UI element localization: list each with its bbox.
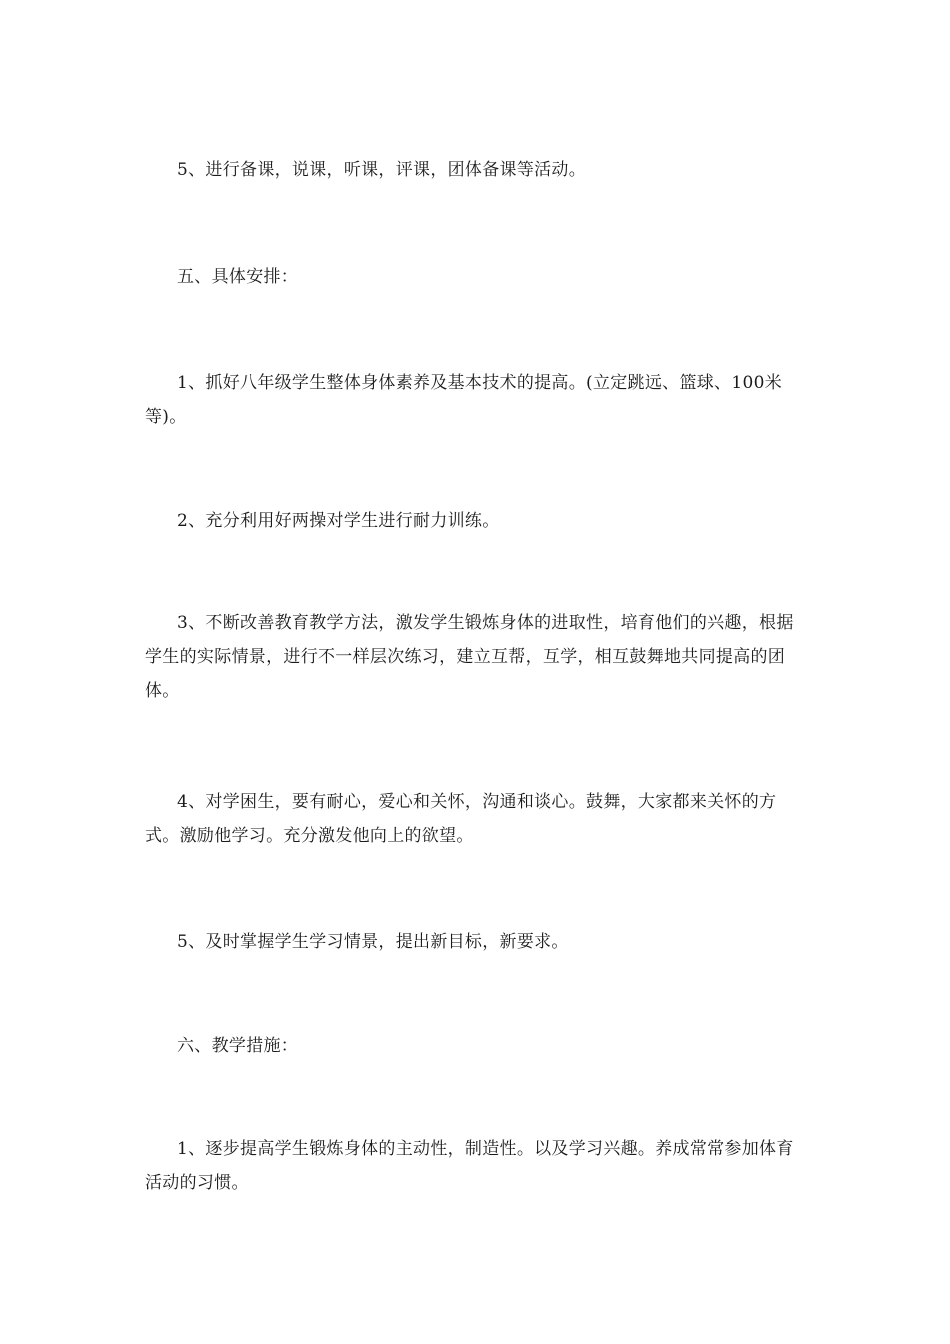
paragraph-item-5-prep: 5、进行备课，说课，听课，评课，团体备课等活动。 [177,160,587,180]
section-heading-arrangement: 五、具体安排： [177,267,299,287]
paragraph-arrangement-5: 5、及时掌握学生学习情景，提出新目标，新要求。 [177,932,569,952]
paragraph-arrangement-4: 4、对学困生，要有耐心，爱心和关怀，沟通和谈心。鼓舞，大家都来关怀的方式。激励他学习。充分激发他向上的欲望。 [145,792,777,846]
paragraph-arrangement-1: 1、抓好八年级学生整体身体素养及基本技术的提高。(立定跳远、篮球、100米等)。 [145,373,782,427]
paragraph-arrangement-2: 2、充分利用好两操对学生进行耐力训练。 [177,511,500,531]
paragraph-measures-1: 1、逐步提高学生锻炼身体的主动性，制造性。以及学习兴趣。养成常常参加体育活动的习惯。 [145,1139,794,1193]
paragraph-arrangement-3: 3、不断改善教育教学方法，激发学生锻炼身体的进取性，培育他们的兴趣，根据学生的实际情景，进行不一样层次练习，建立互帮，互学，相互鼓舞地共同提高的团体。 [145,613,794,701]
section-heading-measures: 六、教学措施： [177,1036,299,1056]
